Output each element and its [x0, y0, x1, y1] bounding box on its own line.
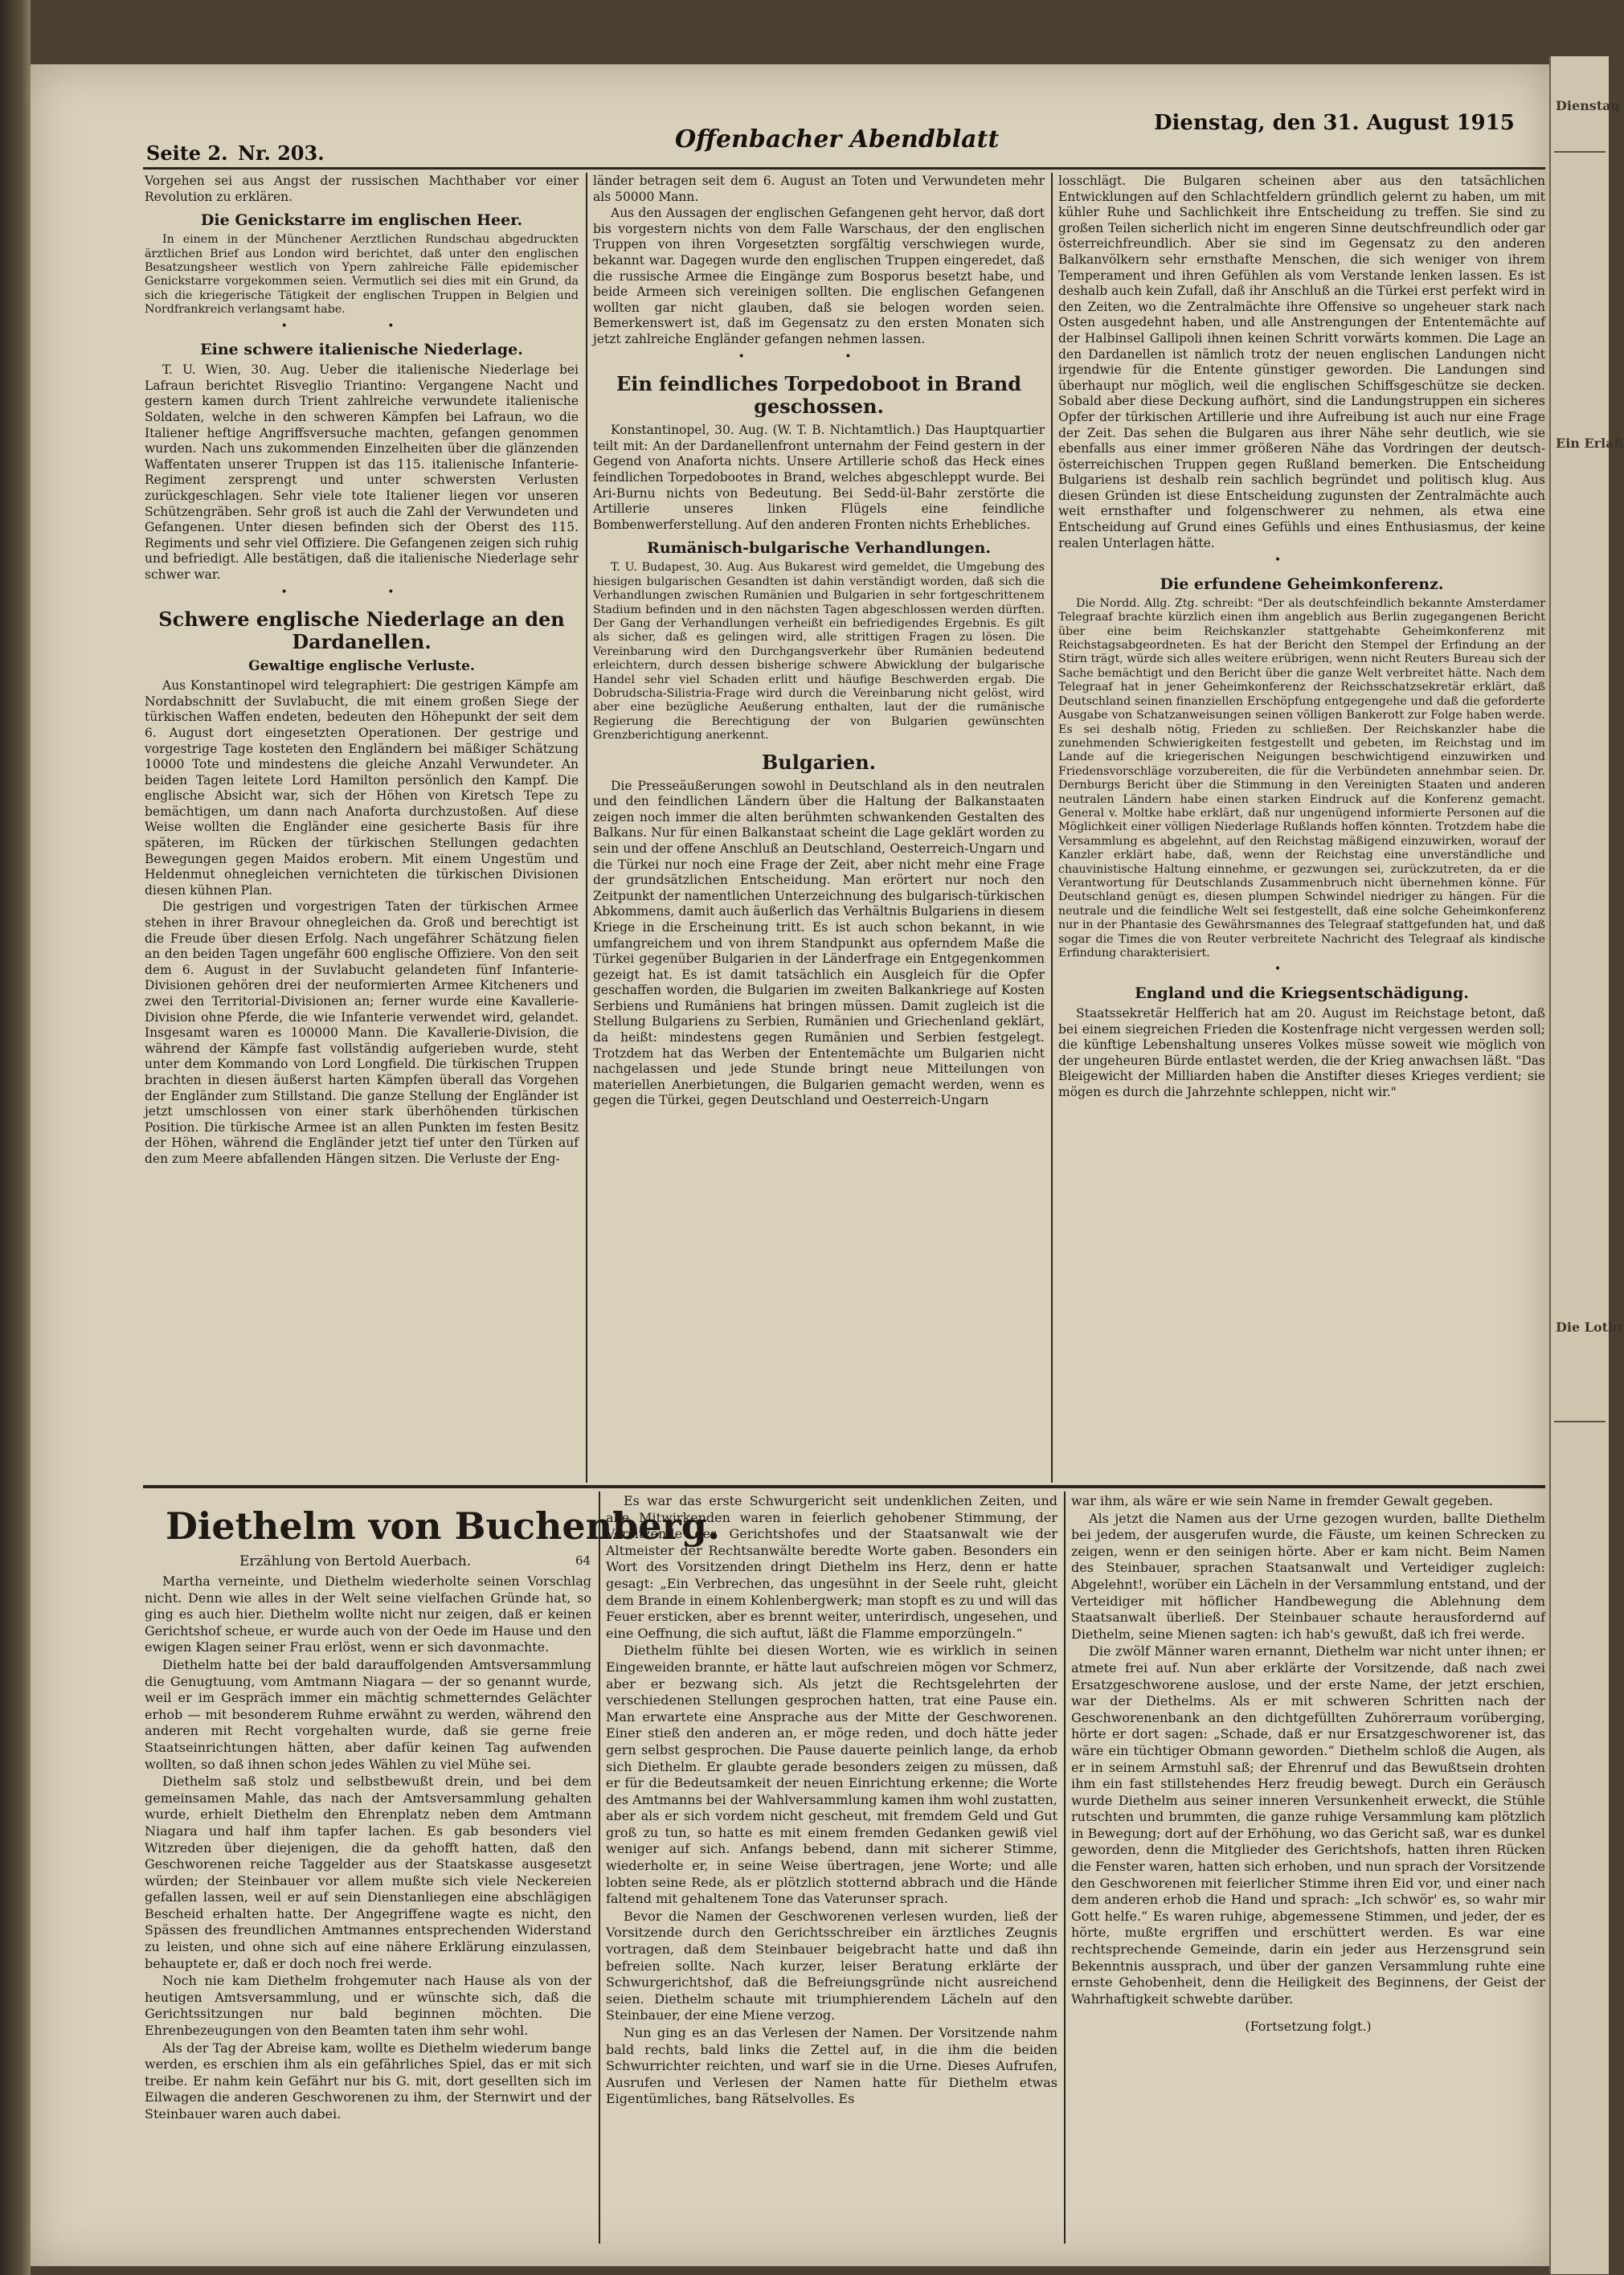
adjacent-page-fragment: Die Lothr: [1556, 1320, 1624, 1335]
page-number: Seite 2.: [146, 141, 228, 165]
column-rule-1: [586, 173, 587, 1483]
headline-war-reparations: England und die Kriegsentschädigung.: [1135, 984, 1469, 1002]
headline-genickstarre: Die Genickstarre im englischen Heer.: [200, 211, 523, 230]
headline-bulgaria: Bulgarien.: [761, 750, 877, 774]
article-continuation: länder betragen seit dem 6. August an Toten und Verwundeten mehr als 50000 Mann.: [593, 174, 1045, 204]
book-binding: [0, 0, 31, 2275]
story-paragraph: Als der Tag der Abreise kam, wollte es Diethelm wiederum bange werden, es erschien ihm als ein gefährliches Spiel, das er mit sich treibe. Er nahm kein Gefährt nur bis G. mit, dort gesellten sich im Eilwagen die anderen Geschworenen zu ihm, der Sternwirt und der Steinbauer waren auch dabei.: [145, 2040, 591, 2122]
story-episode-number: 64: [575, 1553, 591, 1568]
story-column-2: [606, 1493, 1057, 2240]
article-italian-defeat: T. U. Wien, 30. Aug. Ueber die italienische Niederlage bei Lafraun berichtet Risveglio Triantino: Vergangene Nacht und gestern kamen durch Trient zahlreiche verwundete italienische Soldaten, welche in den schweren Kämpfen bei Lafraun, wo die Italiener heftige Angriffsversuche machten, gefangen genommen wurden. Nach uns zukommenden Einzelheiten über die glänzenden Waffentaten unserer Truppen ist das 115. italienische Infanterie-Regiment zersprengt und unter schwersten Verlusten zurückgeschlagen. Sehr viele tote Italiener liegen vor unseren Schützengräben. Sehr groß ist auch die Zahl der Verwundeten und Gefangenen. Unter diesen befinden sich der Oberst des 115. Regiments und sehr viel Offiziere. Die Gefangenen zeigen sich ruhig und befriedigt. Alle bestätigen, daß die italienische Niederlage sehr schwer war.: [145, 362, 579, 582]
article-continuation: Vorgehen sei aus Angst der russischen Machthaber vor einer Revolution zu erklären.: [145, 174, 579, 204]
adjacent-page-strip: [1549, 56, 1624, 2274]
story-paragraph: Bevor die Namen der Geschworenen verlesen wurden, ließ der Vorsitzende durch den Gerichtsschreiber ein ärztliches Zeugnis vortragen, daß dem Steinbauer beigebracht hatte und daß ihn befreien sollte. Nach kurzer, leiser Beratung erklärte der Schwurgerichtshof, daß die Befreiungsgründe nicht ausreichend seien. Diethelm schaute mit triumphierendem Lächeln auf den Steinbauer, der eine Miene verzog.: [606, 1908, 1057, 2023]
story-paragraph: Die zwölf Männer waren ernannt, Diethelm war nicht unter ihnen; er atmete frei auf. Nun aber erklärte der Vorsitzende, daß nach zwei Ersatzgeschworene auslose, und der erste Name, der jetzt erschien, war der Diethelms. Als er mit schweren Schritten nach der Geschworenenbank an den dichtgefüllten Zuhörerraum vorüberging, hörte er dort sagen: „Schade, daß er nur Ersatzgeschworener ist, das wäre ein tüchtiger Obmann geworden.“ Diethelm schloß die Augen, als er in seinem Armstuhl saß; der Ehrenruf und das Bewußtsein drohten ihm ein fast stillstehendes Herz freudig bewegt. Durch ein Geräusch wurde Diethelm aus seiner inneren Versunkenheit erweckt, die Stühle rutschten und brummten, die ganze ruhige Versammlung kam plötzlich in Bewegung; dort auf der Erhöhung, wo das Gericht saß, war es dunkel geworden, denn die Mitglieder des Gerichtshofs, hatten ihren Rücken die Fenster waren, hatten sich erhoben, und nun sprach der Vorsitzende den Geschworenen mit feierlicher Stimme ihren Eid vor, und einer nach dem anderen erhob die Hand und sprach: „Ich schwör' es, so wahr mir Gott helfe.“ Es waren ruhige, abgemessene Stimmen, und jeder, der es hörte, mußte ergriffen und erschüttert werden. Es war eine rechtsprechende Gemeinde, darin ein jeder aus Herzensgrund sein Bekenntnis aussprach, und über der ganzen Versammlung ruhte eine ernste Gehobenheit, denn die Heiligkeit des Beginnens, der Geist der Wahrhaftigkeit schwebte darüber.: [1071, 1643, 1545, 2007]
feuilleton-rule: [143, 1485, 1545, 1488]
separator-dots: • •: [280, 319, 443, 333]
separator-dots: •: [1274, 554, 1330, 567]
news-column-1: [145, 174, 579, 1482]
article-war-reparations: Staatssekretär Helfferich hat am 20. August im Reichstage betont, daß bei einem siegreichen Frieden die Kostenfrage nicht vergessen werden soll; die künftige Lebenshaltung unseres Volkes müsse soweit wie möglich von der ungeheuren Bürde entlastet werden, die der Krieg anwachsen läßt. "Das Bleigewicht der Milliarden haben die Anstifter dieses Krieges verdient; sie mögen es durch die Jahrzehnte schleppen, nicht wir.": [1058, 1006, 1545, 1099]
article-prisoners: Aus den Aussagen der englischen Gefangenen geht hervor, daß dort bis vorgestern nichts von dem Falle Warschaus, der den englischen Truppen von ihren Vorgesetzten sorgfältig verschwiegen wurde, bekannt war. Dagegen wurde den englischen Truppen eingeredet, daß die russische Armee die Eingänge zum Bosporus besetzt habe, und beide Armeen sich vereinigen sollten. Die englischen Gefangenen wollten gar nicht glauben, daß sie belogen worden seien. Bemerkenswert ist, daß im Gegensatz zu den ersten Monaten sich jetzt zahlreiche Engländer gefangen nehmen lassen.: [593, 206, 1045, 346]
story-continuation-note: (Fortsetzung folgt.): [1245, 2019, 1372, 2035]
article-torpedo-boat: Konstantinopel, 30. Aug. (W. T. B. Nichtamtlich.) Das Hauptquartier teilt mit: An der Dardanellenfront unternahm der Feind gestern in der Gegend von Anaforta nichts. Unsere Artillerie schoß das Heck eines feindlichen Torpedobootes in Brand, welches abgeschleppt wurde. Bei Ari-Burnu nichts von Bedeutung. Bei Sedd-ül-Bahr zerstörte die Artillerie unseres linken Flügels eine feindliche Bombenwerferstellung. Auf den anderen Fronten nichts Erhebliches.: [593, 423, 1045, 532]
story-column-3: [1071, 1493, 1545, 2240]
news-column-2: [593, 174, 1045, 1482]
adjacent-page-fragment: Ein Erlaß: [1556, 436, 1624, 451]
article-dardanelles-2: Die gestrigen und vorgestrigen Taten der türkischen Armee stehen in ihrer Bravour ohnegleichen da. Groß und berechtigt ist die Freude über diesen Erfolg. Nach ungefährer Schätzung fielen an den beiden Tagen ungefähr 600 englische Offiziere. Von den seit dem 6. August in der Suvlabucht gelandeten fünf Infanterie-Divisionen gehören drei der neuformierten Armee Kitcheners und zwei den Territorial-Divisionen an; ferner wurde eine Kavallerie-Division ohne Pferde, die wie Infanterie verwendet wird, gelandet. Insgesamt waren es 100000 Mann. Die Kavallerie-Division, die während der Kämpfe fast vollständig aufgerieben wurde, steht unter dem Kommando von Lord Longfield. Die türkischen Truppen brachten in diesen äußerst harten Kämpfen überall das Vorgehen der Engländer zum Stillstand. Die ganze Stellung der Engländer ist jetzt umschlossen von einer stark überhöhenden türkischen Position. Die türkische Armee ist an allen Punkten im festen Besitz der Höhen, während die Engländer jetzt tief unter den Türken auf den zum Meere abfallenden Hängen sitzen. Die Verluste der Eng-: [145, 899, 579, 1166]
story-paragraph: war ihm, als wäre er wie sein Name in fremder Gewalt gegeben.: [1071, 1493, 1493, 1508]
headline-romanian-bulgarian: Rumänisch-bulgarische Verhandlungen.: [647, 539, 991, 558]
story-column-1: [145, 1573, 591, 2240]
article-genickstarre: In einem in der Münchener Aerztlichen Rundschau abgedruckten ärztlichen Brief aus London wird berichtet, daß unter den englischen Besatzungsheer westlich von Ypern zahlreiche Fälle epidemischer Genickstarre vorgekommen seien. Vermutlich sei dies mit ein Grund, da sich die kriegerische Tätigkeit der englischen Truppen in Belgien und Nordfrankreich verlangsamt habe.: [145, 233, 579, 317]
story-byline: Erzählung von Bertold Auerbach.: [239, 1553, 472, 1569]
story-paragraph: Nun ging es an das Verlesen der Namen. Der Vorsitzende nahm bald rechts, bald links die Zettel auf, in die ihm die beiden Schwurrichter reichten, und warf sie in die Urne. Dieses Aufrufen, Ausrufen und Verlesen der Namen hatte für Diethelm etwas Eigentümliches, bang Rätselvolles. Es: [606, 2025, 1057, 2107]
subheadline-dardanelles: Gewaltige englische Verluste.: [248, 658, 475, 675]
issue-date: Dienstag, den 31. August 1915: [1154, 111, 1515, 135]
story-paragraph: Diethelm fühlte bei diesen Worten, wie es wirklich in seinen Eingeweiden brannte, er hätte laut aufschreien mögen vor Schmerz, aber er bezwang sich. Als jetzt die Rechtsgelehrten der verschiedenen Stellungen gesprochen hatten, trat eine Pause ein. Man erwartete eine Ansprache aus der Mitte der Geschworenen. Einer stieß den anderen an, er möge reden, und doch hätte jeder gern selbst gesprochen. Die Pause dauerte peinlich lange, da erhob sich Diethelm. Er glaubte gerade besonders zeigen zu müssen, daß er für die Bedeutsamkeit der neuen Einrichtung erkenne; die Worte des Amtmanns bei der Wahlversammlung kamen ihm wohl zustatten, aber als er sich vordem nicht gescheut, mit fremdem Geld und Gut groß zu tun, so hatte es mit einem fremden Gedanken gewiß viel weniger auf sich. Anfangs bebend, dann mit sicherer Stimme, wiederholte er, in seine Weise übertragen, jene Worte; und alle lobten seine Rede, als er plötzlich stotternd abbrach und die Hände faltend mit gehaltenem Tone das Vaterunser sprach.: [606, 1643, 1057, 1907]
story-paragraph: Noch nie kam Diethelm frohgemuter nach Hause als von der heutigen Amtsversammlung, und er wünschte sich, daß die Gerichtssitzungen nur bald beginnen möchten. Die Ehrenbezeugungen von den Beamten taten ihm sehr wohl.: [145, 1973, 591, 2039]
story-paragraph: Als jetzt die Namen aus der Urne gezogen wurden, ballte Diethelm bei jedem, der ausgerufen wurde, die Fäuste, um keinen Schrecken zu zeigen, wenn er den seinigen hörte. Aber er kam nicht. Beim Namen des Steinbauer, sprachen Staatsanwalt und Verteidiger zugleich: Abgelehnt!, worüber ein Lächeln in der Versammlung entstand, und der Verteidiger mit höflicher Handbewegung die Ablehnung dem Staatsanwalt überließ. Der Steinbauer schaute herausfordernd auf Diethelm, seine Mienen sagten: ich hab's gewußt, daß ich frei werde.: [1071, 1510, 1545, 1642]
story-paragraph: Martha verneinte, und Diethelm wiederholte seinen Vorschlag nicht. Denn wie alles in der Welt seine vielfachen Gründe hat, so ging es auch hier. Diethelm wollte nicht nur zeigen, daß er keinen Gerichtshof scheue, er wurde auch von der Oede im Hause und den ewigen Klagen seiner Frau erlöst, wenn er sich davonmachte.: [145, 1573, 591, 1655]
column-rule-2: [1051, 173, 1053, 1483]
separator-dots: • •: [280, 585, 443, 599]
masthead-rule: [143, 167, 1545, 170]
newspaper-name: Offenbacher Abendblatt: [675, 125, 1000, 153]
headline-torpedo-boat: Ein feindliches Torpedoboot in Brand geschossen.: [616, 372, 1022, 419]
story-title: Diethelm von Buchenberg.: [166, 1504, 720, 1548]
article-secret-conference: Die Nordd. Allg. Ztg. schreibt: "Der als deutschfeindlich bekannte Amsterdamer Telegraaf brachte kürzlich einen ihm angeblich aus Berlin zugegangenen Bericht über eine beim Reichskanzler stattgehabte Geheimkonferenz mit Reichstagsabgeordneten. Es hat der Bericht den Stempel der Erfindung an der Stirn trägt, würde sich alles weitere erübrigen, wenn nicht Reuters Bureau sich der Sache bemächtigt und den Bericht über die ganze Welt verbreitet hätte. Nach dem Telegraaf hat in jener Geheimkonferenz der Reichsschatzsekretär erklärt, daß Deutschland seinen finanziellen Erschöpfung entgegengehe und daß die geforderte Ausgabe von Schatzanweisungen seinen völligen Bankerott zur Folge haben werde. Es sei deshalb nötig, Frieden zu schließen. Der Reichskanzler habe die zunehmenden Schwierigkeiten festgestellt und gebeten, im Reichstag und im Lande auf die kriegerischen Neigungen beschwichtigend einzuwirken und Friedensvorschläge vorzubereiten, die für die Verbündeten annehmbar seien. Dr. Dernburgs Bericht über die Stimmung in den Vereinigten Staaten und anderen neutralen Ländern habe einen starken Eindruck auf die Konferenz gemacht. General v. Moltke habe erklärt, daß nur ungenügend informierte Personen auf die Möglichkeit einer völligen Niederlage Rußlands hoffen könnten. Trotzdem habe die Versammlung es abgelehnt, auf den Reichstag mäßigend einzuwirken, worauf der Kanzler erklärt habe, daß, wenn der Reichstag eine unverständliche und chauvinistische Haltung einnehme, er gezwungen sei, zurückzutreten, da er die Verantwortung für Deutschlands Zusammenbruch nicht übernehmen könne. Für Deutschland genügt es, diesen plumpen Schwindel niedriger zu hängen. Für die neutrale und die feindliche Welt sei festgestellt, daß eine solche Geheimkonferenz nur in der Phantasie des Gewährsmannes des Telegraaf stattgefunden hat, und daß sogar die Times die von Reuter verbreitete Nachricht des Telegraaf als kindische Erfindung charakterisiert.: [1058, 596, 1545, 960]
article-bulgaria-continued: losschlägt. Die Bulgaren scheinen aber aus den tatsächlichen Entwicklungen auf den Schlachtfeldern gründlich gelernt zu haben, um mit kühler Ruhe und Sachlichkeit ihre Entscheidung zu treffen. Sie sind zu großen Teilen sicherlich nicht im engeren Sinne deutschfreundlich oder gar österreichfreundlich. Aber sie sind im Gegensatz zu den anderen Balkanvölkern sehr ernsthafte Menschen, die sich weniger von ihrem Temperament und ihren Gefühlen als vom Verstande lenken lassen. Es ist deshalb auch kein Zufall, daß ihr Anschluß an die Türkei erst perfekt wird in den Zeiten, wo die Zentralmächte ihre Offensive so ungeheuer stark nach Osten ausgedehnt haben, und alle Anstrengungen der Ententemächte auf der Halbinsel Gallipoli ihnen keinen Schritt vorwärts kommen. Die Lage an den Dardanellen ist nämlich trotz der neuen englischen Landungen nicht irgendwie für die Entente günstiger geworden. Die Landungen sind überhaupt nur möglich, weil die englischen Schiffsgeschütze sie decken. Sobald aber diese Deckung aufhört, sind die Landungstruppen ein sicheres Opfer der türkischen Artillerie und ihre Aufreibung ist auch nur eine Frage der Zeit. Das sehen die Bulgaren aus ihrer Nähe sehr deutlich, wie sie ebenfalls aus einer immer größeren Nähe das Vordringen der deutsch-österreichischen Truppen gegen Rußland bemerken. Die Entscheidung Bulgariens ist deshalb rein sachlich begründet und politisch klug. Aus diesen Gründen ist diese Entscheidung zugunsten der Zentralmächte auch weit ernsthafter und folgenschwerer zu nehmen, als etwa eine Entscheidung auf Grund eines Gefühls und eines Enthusiasmus, der keine realen Unterlagen hätte.: [1058, 174, 1545, 550]
headline-italian-defeat: Eine schwere italienische Niederlage.: [200, 341, 523, 359]
adjacent-page-rule: [1554, 151, 1606, 153]
newspaper-page: [31, 64, 1549, 2266]
news-column-3: [1058, 174, 1545, 1482]
issue-number: Nr. 203.: [238, 141, 325, 165]
masthead: [31, 64, 1549, 169]
story-paragraph: Diethelm saß stolz und selbstbewußt drein, und bei dem gemeinsamen Mahle, das nach der Amtsversammlung gehalten wurde, erhielt Diethelm den Ehrenplatz neben dem Amtmann Niagara und half ihm tapfer lachen. Es gab besonders viel Witzreden über diejenigen, die da gehofft hatten, daß den Geschworenen reiche Taggelder aus der Staatskasse ausgesetzt würden; der Steinbauer vor allem mußte sich viele Neckereien gefallen lassen, weil er auf sein Dienstanliegen eine abschlägigen Bescheid erhalten hatte. Der Angegriffene wagte es nicht, den Spässen des freundlichen Amtmannes entsprechenden Widerstand zu leisten, und ohne sich auf eine nähere Erklärung einzulassen, behauptete er, daß er doch noch frei werde.: [145, 1774, 591, 1971]
article-romanian-bulgarian: T. U. Budapest, 30. Aug. Aus Bukarest wird gemeldet, die Umgebung des hiesigen bulgarischen Gesandten ist dahin verständigt worden, daß sich die Verhandlungen zwischen Rumänien und Bulgarien in sehr fortgeschrittenem Stadium befinden und in den nächsten Tagen abgeschlossen werden dürften. Der Gang der Verhandlungen verheißt ein befriedigendes Ergebnis. Es gilt als sicher, daß es gelingen wird, alle strittigen Fragen zu lösen. Die Vereinbarung wird den Durchgangsverkehr über Rumänien bedeutend erleichtern, durch dessen bisherige schwere Abwicklung der bulgarische Handel sehr viel Schaden erlitt und häufige Beschwerden ergab. Die Dobrudscha-Silistria-Frage wird durch die Vereinbarung nicht gelöst, wird aber eine bezügliche Aeußerung enthalten, laut der die rumänische Regierung die Berechtigung der von Bulgarien gewünschten Grenzberichtigung anerkennt.: [593, 561, 1045, 743]
separator-dots: • •: [738, 350, 900, 363]
story-paragraph: Es war das erste Schwurgericht seit undenklichen Zeiten, und alle Mitwirkenden waren in feierlich gehobener Stimmung, der Vorsitzende des Gerichtshofes und der Staatsanwalt wie der Altmeister der Rechtsanwälte beredte Worte gaben. Besonders ein Wort des Vorsitzenden dringt Diethelm ins Herz, denn er hatte gesagt: „Ein Verbrechen, das ungesühnt in der Seele ruht, gleicht dem Brande in einem Kohlenbergwerk; man stopft es zu und will das Feuer ersticken, aber es brennt weiter, unterirdisch, ungesehen, und eine Oeffnung, die sich auftut, läßt die Flamme emporzüngeln.“: [606, 1493, 1057, 1641]
column-rule-3: [599, 1491, 600, 2244]
adjacent-page-rule: [1554, 1421, 1606, 1422]
separator-dots: •: [1274, 963, 1330, 976]
headline-dardanelles: Schwere englische Niederlage an den Dardanellen.: [158, 608, 565, 654]
story-paragraph: Diethelm hatte bei der bald darauffolgenden Amtsversammlung die Genugtuung, vom Amtmann Niagara — der so genannt wurde, weil er im Gespräch immer ein mächtig schmetterndes Gelächter erhob — mit besonderem Ruhme erwähnt zu werden, während den anderen mit Recht vorgehalten wurde, daß sie gerne freie Staatseinrichtungen hätten, aber dafür keinen Tag aufwenden wollten, so daß ihnen schon jedes Wählen zu viel Mühe sei.: [145, 1656, 591, 1772]
headline-secret-conference: Die erfundene Geheimkonferenz.: [1160, 575, 1444, 593]
column-rule-4: [1064, 1491, 1066, 2244]
article-dardanelles-1: Aus Konstantinopel wird telegraphiert: Die gestrigen Kämpfe am Nordabschnitt der Suvlabucht, die mit einem großen Siege der türkischen Waffen endeten, bedeuten den Höhepunkt der seit dem 6. August dort eingesetzten Operationen. Der gestrige und vorgestrige Tage kosteten den Engländern bei mäßiger Schätzung 10000 Tote und mindestens die gleiche Anzahl Verwundeter. An beiden Tagen leitete Lord Hamilton persönlich den Kampf. Die englische Absicht war, sich der Höhen von Kiretsch Tepe zu bemächtigen, um dann nach Anaforta durchzustoßen. Auf diese Weise wollten die Engländer eine gesicherte Basis für ihre späteren, im Rücken der türkischen Stellungen gedachten Bewegungen gegen Maidos erobern. Mit einem Ungestüm und Heldenmut ohnegleichen vernichteten die türkischen Divisionen diesen kühnen Plan.: [145, 678, 579, 898]
adjacent-page-fragment: Dienstag: [1556, 98, 1620, 113]
article-bulgaria: Die Presseäußerungen sowohl in Deutschland als in den neutralen und den feindlichen Ländern über die Haltung der Balkanstaaten zeigen noch immer die alten berühmten schwankenden Gestalten des Balkans. Nur für einen Balkanstaat scheint die Lage geklärt worden zu sein und der offene Anschluß an Deutschland, Oesterreich-Ungarn und die Türkei nur noch eine Frage der Zeit, aber nicht mehr eine Frage der grundsätzlichen Entscheidung. Man erörtert nur noch den Zeitpunkt der namentlichen Unterzeichnung des bulgarisch-türkischen Abkommens, damit auch äußerlich das Verhältnis Bulgariens in diesem Kriege in die Erscheinung tritt. Es ist auch schon bekannt, in wie umfangreichem und von ihrem Standpunkt aus opferndem Maße die Türkei gegenüber Bulgarien in der Länderfrage ein Entgegenkommen gezeigt hat. Es ist damit tatsächlich ein Ausgleich für die Opfer geschaffen worden, die Bulgarien im zweiten Balkankriege auf Kosten Serbiens und Rumäniens hat bringen müssen. Damit zugleich ist die Stellung Bulgariens zu Serbien, Rumänien und Griechenland geklärt, da heißt: mindestens gegen Rumänien und Serbien festgelegt. Trotzdem hat das Werben der Ententemächte um Bulgarien nicht nachgelassen und jede Stunde bringt neue Mitteilungen von materiellen Anerbietungen, die Bulgarien gemacht werden, wenn es gegen die Türkei, gegen Deutschland und Oesterreich-Ungarn: [593, 778, 1045, 1108]
